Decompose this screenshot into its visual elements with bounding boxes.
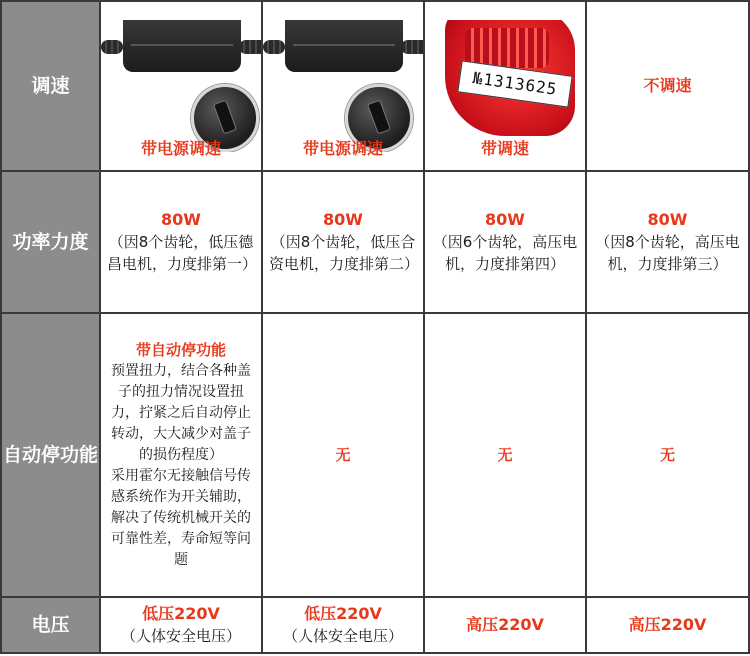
voltage-main-2: 低压220V [304, 604, 382, 623]
cell-speed-4 [586, 1, 749, 171]
cell-autostop-2 [262, 313, 424, 597]
speed-label-4: 不调速 [643, 76, 692, 95]
cell-speed-1 [100, 1, 262, 171]
power-desc-1: （因8个齿轮，低压德昌电机，力度排第一） [107, 233, 258, 273]
voltage-sub-2: （人体安全电压） [282, 627, 403, 645]
voltage-sub-1: （人体安全电压） [120, 627, 241, 645]
row-voltage [1, 597, 749, 653]
adapter-image [263, 20, 423, 152]
cell-autostop-3 [424, 313, 586, 597]
autostop-value-4: 无 [659, 446, 675, 464]
speed-label-2: 带电源调速 [302, 139, 383, 158]
voltage-main-1: 低压220V [142, 604, 220, 623]
cell-voltage-1 [100, 597, 262, 653]
adapter-image [101, 20, 261, 152]
serial-plate: №1313625 [457, 60, 572, 107]
row-header-speed: 调速 [1, 1, 100, 171]
cell-power-1 [100, 171, 262, 313]
cell-power-2 [262, 171, 424, 313]
row-power [1, 171, 749, 313]
voltage-main-4: 高压220V [628, 615, 707, 634]
power-desc-2: （因8个齿轮，低压合资电机，力度排第二） [269, 233, 420, 273]
power-watt-2: 80W [323, 210, 363, 229]
autostop-value-3: 无 [497, 446, 513, 464]
autostop-value-2: 无 [335, 446, 351, 464]
autostop-desc-2: 采用霍尔无接触信号传感系统作为开关辅助，解决了传统机械开关的可靠性差，寿命短等问题 [111, 467, 251, 568]
power-desc-4: （因8个齿轮，高压电机，力度排第三） [595, 233, 740, 273]
autostop-title: 带自动停功能 [135, 340, 226, 359]
cell-speed-2 [262, 1, 424, 171]
cell-voltage-3 [424, 597, 586, 653]
cell-autostop-1 [100, 313, 262, 597]
power-watt-3: 80W [485, 210, 525, 229]
cell-autostop-4 [586, 313, 749, 597]
cell-power-3 [424, 171, 586, 313]
cell-power-4 [586, 171, 749, 313]
speed-label-1: 带电源调速 [140, 139, 221, 158]
row-speed [1, 1, 749, 171]
autostop-desc-1: 预置扭力，结合各种盖子的扭力情况设置扭力，拧紧之后自动停止转动，大大减少对盖子的损伤程度） [111, 362, 251, 463]
power-watt-4: 80W [647, 210, 688, 229]
row-header-voltage: 电压 [1, 597, 100, 653]
row-header-autostop: 自动停功能 [1, 313, 100, 597]
power-desc-3: （因6个齿轮，高压电机，力度排第四） [432, 233, 578, 273]
cell-voltage-4 [586, 597, 749, 653]
row-autostop [1, 313, 749, 597]
voltage-main-3: 高压220V [466, 615, 544, 634]
speed-label-3: 带调速 [480, 139, 529, 158]
power-watt-1: 80W [161, 210, 201, 229]
tool-image [425, 20, 585, 152]
cell-voltage-2 [262, 597, 424, 653]
row-header-power: 功率力度 [1, 171, 100, 313]
cell-speed-3 [424, 1, 586, 171]
